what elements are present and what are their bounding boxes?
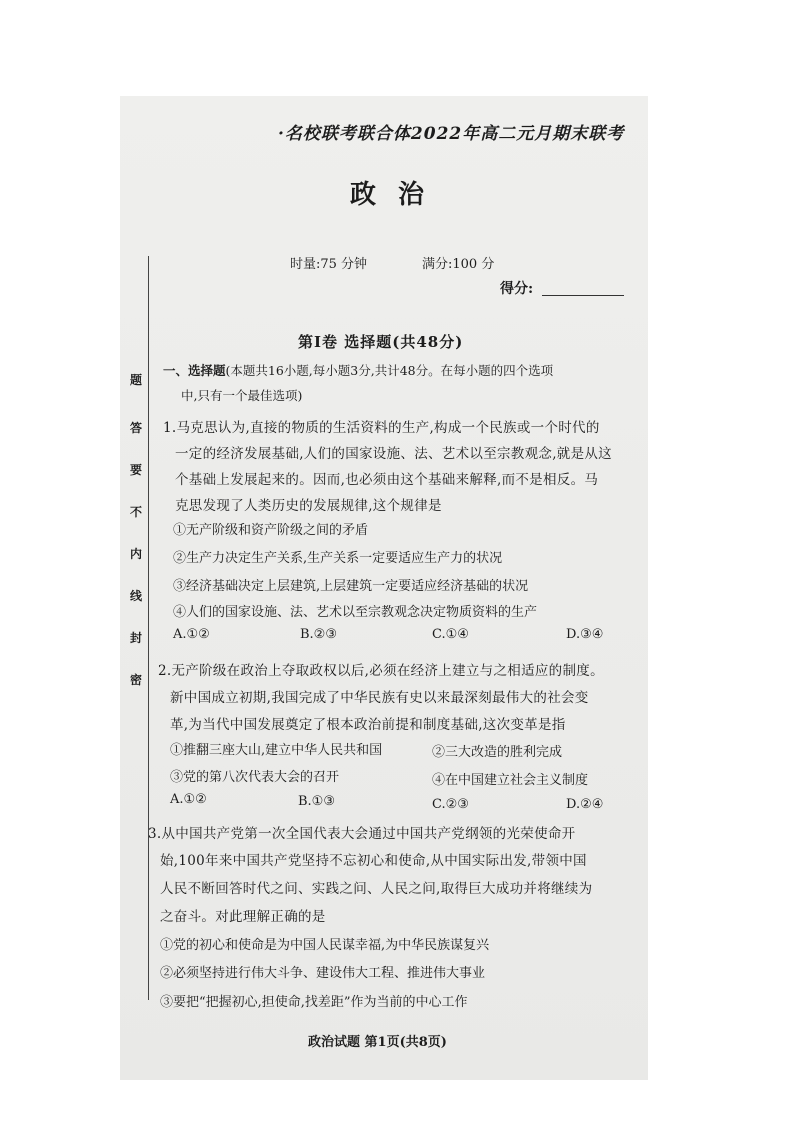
q1-choice-b: B.②③ — [300, 627, 337, 642]
q3-line: 3.从中国共产党第一次全国代表大会通过中国共产党纲领的光荣使命开 — [148, 826, 576, 842]
q1-line: 一定的经济发展基础,人们的国家设施、法、艺术以至宗教观念,就是从这 — [175, 446, 612, 462]
q3-statement: ②必须坚持进行伟大斗争、建设伟大工程、推进伟大事业 — [160, 966, 486, 981]
q1-choice-a: A.①② — [173, 627, 210, 642]
score-label: 得分: — [500, 281, 534, 297]
q2-statement: ③党的第八次代表大会的召开 — [170, 770, 340, 785]
seal-char: 内 — [129, 547, 142, 561]
q2-choice-d: D.②④ — [566, 797, 604, 812]
section-title: 第Ⅰ卷 选择题(共48分) — [298, 333, 464, 351]
instruction-label: 一、选择题 — [163, 363, 226, 378]
q2-choice-a: A.①② — [170, 792, 207, 807]
instruction-line-1 — [163, 361, 553, 379]
q3-line: 人民不断回答时代之问、实践之问、人民之问,取得巨大成功并将继续为 — [160, 881, 593, 897]
q2-statement: ①推翻三座大山,建立中华人民共和国 — [170, 743, 383, 758]
seal-char: 线 — [129, 589, 142, 603]
exam-paper — [120, 96, 648, 1080]
q1-choice-d: D.③④ — [566, 627, 604, 642]
q2-statement: ②三大改造的胜利完成 — [432, 745, 563, 760]
page-footer: 政治试题 第1页(共8页) — [308, 1035, 447, 1050]
q1-line: 1.马克思认为,直接的物质的生活资料的生产,构成一个民族或一个时代的 — [163, 420, 600, 436]
q2-line: 革,为当代中国发展奠定了根本政治前提和制度基础,这次变革是指 — [170, 717, 566, 733]
q1-line: 个基础上发展起来的。因而,也必须由这个基础来解释,而不是相反。马 — [175, 472, 599, 488]
q2-line: 2.无产阶级在政治上夺取政权以后,必须在经济上建立与之相适应的制度。 — [158, 663, 604, 679]
q3-line: 之奋斗。对此理解正确的是 — [160, 909, 326, 925]
full-score: 满分:100 分 — [422, 257, 495, 272]
q3-statement: ①党的初心和使命是为中国人民谋幸福,为中华民族谋复兴 — [160, 938, 490, 953]
q1-statement: ④人们的国家设施、法、艺术以至宗教观念决定物质资料的生产 — [173, 605, 538, 620]
instruction-line-2: 中,只有一个最佳选项) — [181, 388, 303, 403]
seal-vertical-text — [128, 374, 144, 694]
subject-title: 政治 — [350, 180, 447, 210]
q3-line: 始,100年来中国共产党坚持不忘初心和使命,从中国实际出发,带领中国 — [160, 853, 587, 869]
exam-time: 时量:75 分钟 — [290, 257, 368, 272]
seal-char: 题 — [129, 373, 142, 387]
q2-line: 新中国成立初期,我国完成了中华民族有史以来最深刻最伟大的社会变 — [170, 690, 589, 706]
instruction-text: (本题共16小题,每小题3分,共计48分。在每小题的四个选项 — [225, 363, 554, 378]
score-blank-line — [542, 295, 624, 296]
q1-statement: ①无产阶级和资产阶级之间的矛盾 — [173, 523, 369, 538]
exam-photo — [120, 96, 648, 1080]
seal-char: 不 — [129, 505, 142, 519]
seal-char: 要 — [129, 463, 142, 477]
q2-choice-c: C.②③ — [432, 797, 469, 812]
exam-header: ·名校联考联合体2022年高二元月期末联考 — [278, 124, 625, 144]
q1-choice-c: C.①④ — [432, 627, 469, 642]
q1-statement: ②生产力决定生产关系,生产关系一定要适应生产力的状况 — [173, 551, 503, 566]
seal-char: 封 — [129, 631, 142, 645]
q1-line: 克思发现了人类历史的发展规律,这个规律是 — [175, 498, 442, 514]
q2-choice-b: B.①③ — [298, 794, 335, 809]
seal-char: 密 — [129, 673, 142, 687]
seal-line — [148, 256, 149, 1000]
q3-statement: ③要把“把握初心,担使命,找差距”作为当前的中心工作 — [160, 995, 468, 1010]
q2-statement: ④在中国建立社会主义制度 — [432, 773, 589, 788]
seal-char: 答 — [129, 421, 142, 435]
q1-statement: ③经济基础决定上层建筑,上层建筑一定要适应经济基础的状况 — [173, 579, 529, 594]
